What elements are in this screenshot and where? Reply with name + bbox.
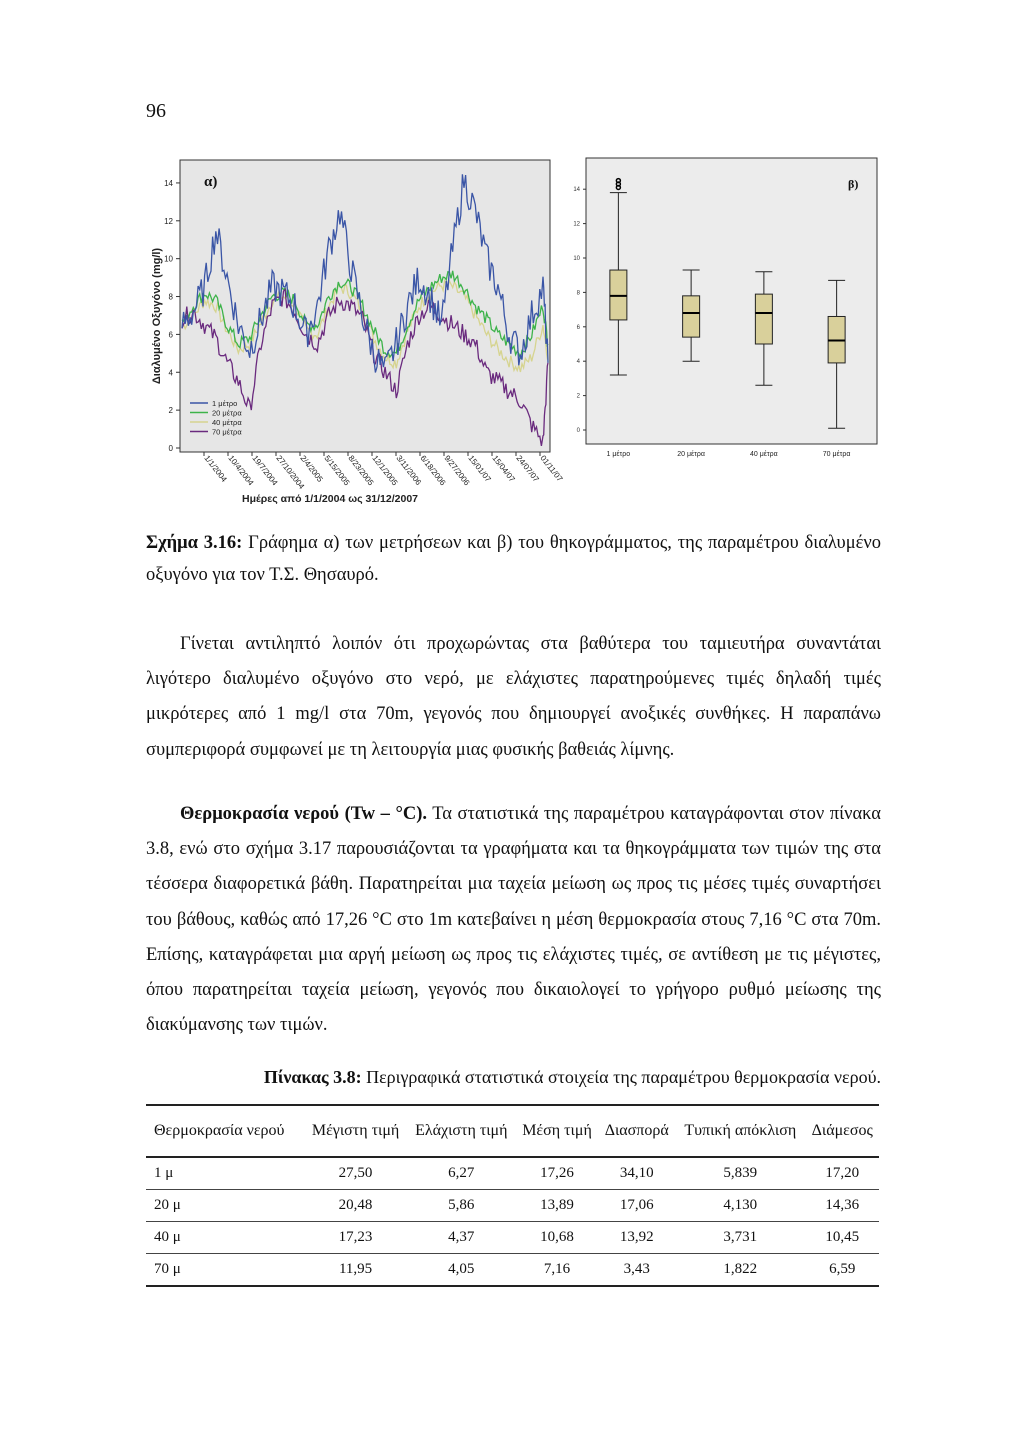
panel-a-xtick-label: 1/1/2004	[202, 453, 229, 484]
panel-a-ytick-label: 0	[168, 444, 173, 453]
panel-a-xtick-label: 19/7/2004	[250, 453, 280, 488]
table-cell: 3,731	[675, 1222, 805, 1254]
panel-a-label: α)	[204, 174, 218, 190]
header-cell: Μέγιστη τιμή	[304, 1105, 407, 1157]
table-cell: 5,86	[407, 1190, 516, 1222]
table-title-label: Πίνακας 3.8:	[263, 1067, 362, 1087]
legend-label: 70 μέτρα	[212, 427, 242, 437]
panel-b-ytick-label: 14	[573, 187, 580, 194]
panel-b-category-label: 1 μέτρο	[606, 451, 631, 458]
table-title-text: Περιγραφικά στατιστικά στοιχεία της παραμέτρου θερμοκρασία νερού.	[361, 1067, 881, 1087]
panel-b-ytick-label: 0	[576, 428, 580, 434]
paragraph-temperature	[146, 797, 881, 1043]
panel-b-ytick-label: 4	[576, 359, 580, 366]
panel-a-ytick-label: 4	[168, 368, 173, 378]
caption-label: Σχήμα 3.16:	[146, 533, 243, 553]
header-cell: Διασπορά	[598, 1105, 675, 1157]
table-header-row	[146, 1105, 879, 1157]
statistics-table	[146, 1104, 879, 1287]
table-cell: 5,839	[675, 1157, 805, 1190]
table-row	[146, 1190, 879, 1222]
paragraph-heading: Θερμοκρασία νερού (Tw – °C).	[180, 804, 428, 824]
panel-a-xtick-label: 9/27/2006	[442, 453, 472, 488]
panel-a-ytick-label: 10	[164, 254, 173, 264]
panel-b-label: β)	[848, 177, 859, 191]
panel-a-ytick-label: 8	[168, 292, 173, 302]
table-cell: 14,36	[806, 1190, 880, 1222]
table-cell: 7,16	[516, 1254, 599, 1287]
table-cell: 27,50	[304, 1157, 407, 1190]
panel-a-xtick-label: 12/1/2005	[370, 453, 400, 488]
panel-b-ytick-label: 10	[573, 256, 580, 262]
table-cell: 17,06	[598, 1190, 675, 1222]
table-cell: 13,92	[598, 1222, 675, 1254]
header-cell: Διάμεσος	[806, 1105, 880, 1157]
header-cell: Θερμοκρασία νερού	[146, 1105, 304, 1157]
figure-3-16	[140, 150, 900, 520]
paragraph-oxygen: Γίνεται αντιληπτό λοιπόν ότι προχωρώντας στα βαθύτερα του ταμιευτήρα συναντάται λιγότερο διαλυμένο οξυγόνο στο νερό, με ελάχιστες παρατηρούμενες τιμές δηλαδή τιμές μικρότερες από 1 mg/l στα 70m, γεγονός που δημιουργεί ανοξικές συνθήκες. Η παραπάνω συμπεριφορά συμφωνεί με τη λειτουργία μιας φυσικής βαθειάς λίμνης.	[146, 634, 881, 760]
panel-a-xtick-label: 15/04/07	[490, 453, 517, 484]
table-cell: 4,05	[407, 1254, 516, 1287]
table-row	[146, 1254, 879, 1287]
panel-b-ytick-label: 12	[573, 221, 580, 228]
panel-a-xtick-label: 2/4/2005	[298, 453, 325, 484]
legend-label: 1 μέτρο	[212, 399, 238, 408]
table-cell: 6,27	[407, 1157, 516, 1190]
panel-a-xtick-label: 10/4/2004	[226, 453, 256, 488]
box-iqr	[683, 296, 700, 337]
caption-text: Γράφημα α) των μετρήσεων και β) του θηκογράμματος, της παραμέτρου διαλυμένο οξυγόνο για τον Τ.Σ. Θησαυρό.	[146, 533, 881, 585]
panel-a-xlabel: Ημέρες από 1/1/2004 ως 31/12/2007	[241, 493, 419, 505]
figure-caption	[146, 527, 881, 591]
table-cell: 10,45	[806, 1222, 880, 1254]
panel-a-xtick-label: 27/10/2004	[274, 453, 307, 491]
header-cell: Μέση τιμή	[516, 1105, 599, 1157]
table-cell: 70 μ	[146, 1254, 304, 1287]
table-cell: 11,95	[304, 1254, 407, 1287]
panel-b-plot-area	[586, 158, 877, 444]
header-cell: Ελάχιστη τιμή	[407, 1105, 516, 1157]
table-cell: 34,10	[598, 1157, 675, 1190]
legend-label: 20 μέτρα	[212, 408, 242, 418]
table-cell: 6,59	[806, 1254, 880, 1287]
panel-a-ylabel: Διαλυμένο Οξυγόνο (mg/l)	[151, 247, 163, 385]
table-cell: 40 μ	[146, 1222, 304, 1254]
panel-a-xtick-label: 6/18/2006	[418, 453, 448, 488]
panel-b-ytick-label: 8	[576, 290, 580, 297]
table-cell: 20,48	[304, 1190, 407, 1222]
panel-a-xtick-label: 3/11/2006	[394, 453, 424, 487]
table-cell: 3,43	[598, 1254, 675, 1287]
panel-a-ytick-label: 12	[164, 216, 173, 226]
panel-b-ytick-label: 2	[576, 393, 580, 400]
table-row	[146, 1222, 879, 1254]
panel-b-category-label: 70 μέτρα	[822, 451, 851, 458]
header-cell: Τυπική απόκλιση	[675, 1105, 805, 1157]
panel-a-ytick-label: 14	[164, 178, 173, 188]
table-cell: 17,20	[806, 1157, 880, 1190]
table-cell: 13,89	[516, 1190, 599, 1222]
table-cell: 17,26	[516, 1157, 599, 1190]
table-cell: 10,68	[516, 1222, 599, 1254]
table-row	[146, 1157, 879, 1190]
legend-label: 40 μέτρα	[212, 418, 242, 427]
panel-a-xtick-label: 01/11/07	[538, 453, 565, 484]
table-cell: 20 μ	[146, 1190, 304, 1222]
table-title	[146, 1067, 881, 1088]
panel-a-ytick-label: 6	[168, 330, 173, 340]
panel-a-xtick-label: 15/01/07	[466, 453, 493, 484]
panel-b-category-label: 20 μέτρα	[677, 451, 705, 458]
panel-a-ytick-label: 2	[168, 406, 173, 416]
table-cell: 1,822	[675, 1254, 805, 1287]
panel-b-ytick-label: 6	[576, 324, 580, 331]
panel-a-xtick-label: 24/07/07	[514, 453, 541, 484]
panel-b-category-label: 40 μέτρα	[750, 451, 778, 458]
panel-a-xtick-label: 8/23/2005	[346, 453, 376, 488]
panel-a-xtick-label: 5/15/2005	[322, 453, 352, 488]
box-iqr	[755, 294, 772, 344]
page-number: 96	[146, 100, 166, 122]
paragraph-text: Τα στατιστικά της παραμέτρου καταγράφονται στον πίνακα 3.8, ενώ στο σχήμα 3.17 παρουσιάζονται τα γραφήματα και τα θηκογράμματα των τιμών της στα τέσσερα διαφορετικά βάθη. Παρατηρείται μια ταχεία μείωση ως προς τις μέσες τιμές συναρτήσει του βάθους, καθώς από 17,26 °C στο 1m κατεβαίνει η μέση θερμοκρασία στους 7,16 °C στα 70m. Επίσης, καταγράφεται μια αργή μείωση ως προς τις ελάχιστες τιμές, σε αντίθεση με τις μέγιστες, όπου παρατηρείται ταχεία μείωση, γεγονός που δικαιολογεί το γρήγορο ρυθμό μείωσης της διακύμανσης των τιμών.	[146, 804, 882, 1036]
table-cell: 1 μ	[146, 1157, 304, 1190]
table-cell: 17,23	[304, 1222, 407, 1254]
table-cell: 4,130	[675, 1190, 805, 1222]
figure-svg	[140, 150, 900, 520]
table-cell: 4,37	[407, 1222, 516, 1254]
